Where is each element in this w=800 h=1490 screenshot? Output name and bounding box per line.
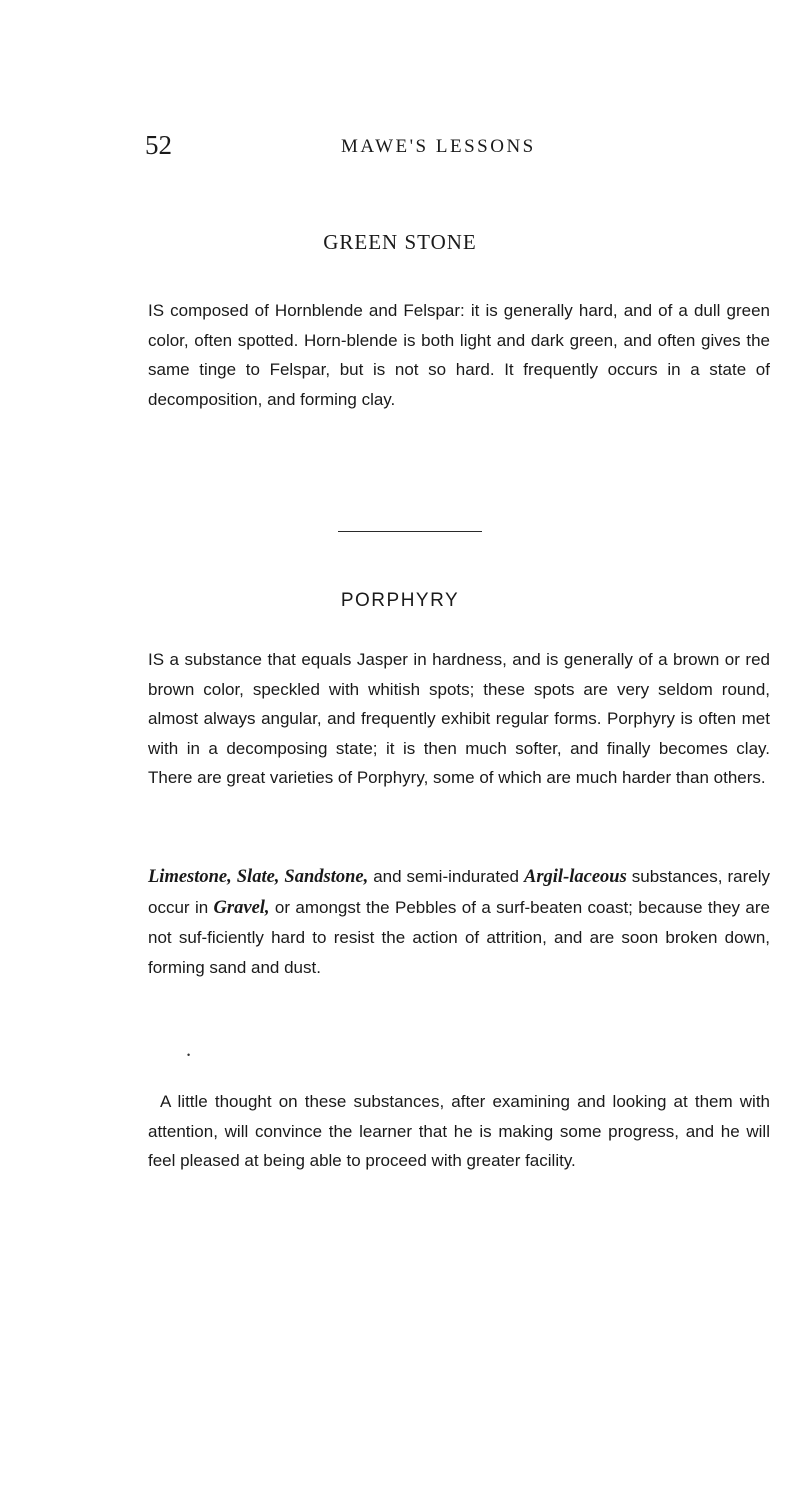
term-sandstone: Sandstone, (284, 867, 369, 887)
term-slate: Slate, (236, 867, 280, 887)
section-heading-porphyry: PORPHYRY (340, 590, 460, 611)
page-number: 52 (145, 130, 172, 160)
text-run: substances, rarely occur in (148, 867, 770, 917)
text-run: and semi-indurated (368, 867, 524, 886)
paragraph-limestone (148, 862, 770, 982)
term-gravel: Gravel, (213, 897, 270, 918)
term-limestone: Limestone, (148, 867, 232, 887)
section-divider (338, 531, 482, 532)
text-run: or amongst the Pebbles of a surf-beaten coast; because they are not suf-ficiently hard to resist the action of attrition, and are soon broken down, forming sand and dust. (148, 897, 770, 977)
term-argillaceous: Argil-laceous (524, 867, 627, 887)
paragraph-green-stone: IS composed of Hornblende and Felspar: it is generally hard, and of a dull green color, often spotted. Horn-blende is both light and dark green, and often gives the same tinge to Felspar, but is not so hard. It frequently occurs in a state of decomposition, and forming clay. (148, 301, 770, 409)
stray-print-mark: • (187, 1050, 191, 1060)
section-heading-green-stone: GREEN STONE (323, 230, 477, 254)
running-head (145, 128, 765, 162)
running-title: MAWE'S LESSONS (341, 136, 536, 157)
paragraph-porphyry: IS a substance that equals Jasper in hardness, and is generally of a brown or red brown color, speckled with whitish spots; these spots are very seldom round, almost always angular, and frequently exhibit regular forms. Porphyry is often met with in a decomposing state; it is then much softer, and finally becomes clay. There are great varieties of Porphyry, some of which are much harder than others. (148, 650, 770, 787)
paragraph-closing: A little thought on these substances, after examining and looking at them with attention, will convince the learner that he is making some progress, and he will feel pleased at being able to proceed with greater facility. (148, 1092, 770, 1170)
